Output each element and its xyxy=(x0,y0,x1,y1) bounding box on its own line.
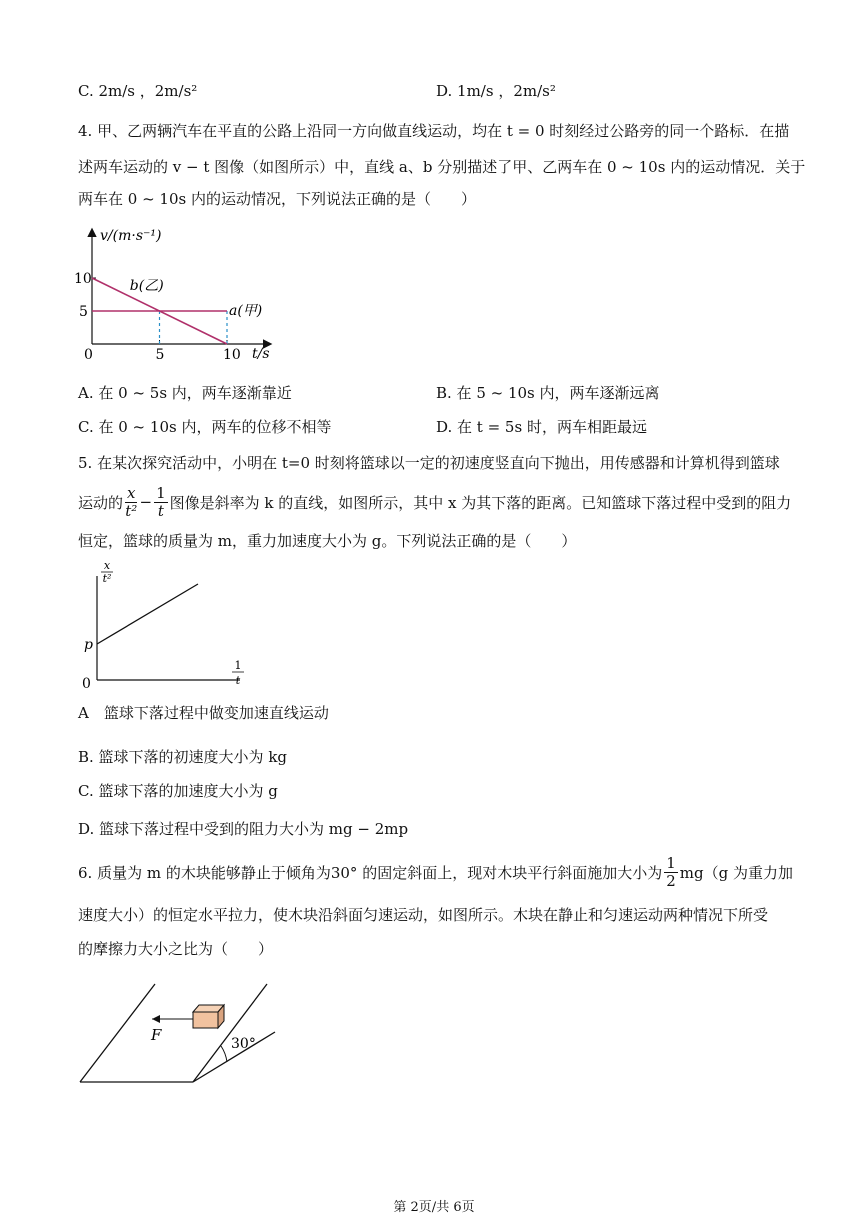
q5-frac-x-t2: $\frac{x}{\text{t²}}$ xyxy=(125,483,138,520)
q5-option-c: C. 篮球下落的加速度大小为 g xyxy=(78,782,278,800)
x-axis-label: t/s xyxy=(252,346,270,362)
q5-option-a: A 篮球下落过程中做变加速直线运动 xyxy=(78,704,329,722)
origin-label: 0 xyxy=(82,676,91,692)
y-axis-label: v/(m·s⁻¹) xyxy=(100,228,162,244)
q3-option-d: D. 1m/s ，2m/s² xyxy=(436,82,556,100)
x-tick-label: 5 xyxy=(155,347,165,362)
q5-stem-line3: 恒定，篮球的质量为 m，重力加速度大小为 g。下列说法正确的是（ ） xyxy=(78,532,577,550)
q6-incline-figure xyxy=(75,978,285,1090)
y-tick-label: 10 xyxy=(74,271,92,287)
angle-label: 30° xyxy=(231,1036,256,1052)
q6-stem-line2: 速度大小）的恒定水平拉力，使木块沿斜面匀速运动，如图所示。木块在静止和匀速运动两种情况下所受 xyxy=(78,906,769,924)
x-tick-label: 0 xyxy=(84,347,93,362)
q5-line xyxy=(97,584,198,644)
q5-option-b: B. 篮球下落的初速度大小为 kg xyxy=(78,748,288,766)
y-label-num: x xyxy=(103,559,111,572)
q4-stem-line3: 两车在 0 ~ 10s 内的运动情况，下列说法正确的是（ ） xyxy=(78,190,476,208)
q5-stem-line1: 5. 在某次探究活动中，小明在 t=0 时刻将篮球以一定的初速度竖直向下抛出，用传感器和计算机得到篮球 xyxy=(78,454,780,472)
y-label-den: t² xyxy=(102,572,112,585)
incline-left-edge xyxy=(80,984,155,1082)
x-label-num: 1 xyxy=(234,659,242,672)
q5-minus: − xyxy=(139,493,153,511)
y-tick-label: 5 xyxy=(79,304,88,320)
q3-option-c: C. 2m/s ，2m/s² xyxy=(78,82,198,100)
q4-stem-line1: 4. 甲、乙两辆汽车在平直的公路上沿同一方向做直线运动，均在 t = 0 时刻经过公路旁的同一个路标．在描 xyxy=(78,122,790,140)
q6-stem-line1 xyxy=(78,852,793,892)
block-front xyxy=(193,1012,218,1028)
q4-vt-graph xyxy=(70,222,280,362)
series-a-label: a(甲) xyxy=(229,303,263,319)
x-label-den: t xyxy=(235,674,241,687)
angle-arc xyxy=(221,1046,227,1062)
q6-frac-half: $\frac{1}{2}$ xyxy=(666,853,676,890)
q5-option-d: D. 篮球下落过程中受到的阻力大小为 mg − 2mp xyxy=(78,820,409,838)
force-arrow-head xyxy=(152,1015,160,1023)
q4-option-a: A. 在 0 ~ 5s 内，两车逐渐靠近 xyxy=(78,384,292,402)
series-b-label: b(乙) xyxy=(129,277,164,294)
q4-option-b: B. 在 5 ~ 10s 内，两车逐渐远离 xyxy=(436,384,660,402)
incline-right-edge xyxy=(193,984,267,1082)
page-footer: 第 2页/共 6页 xyxy=(393,1200,475,1215)
intercept-label: p xyxy=(84,637,93,653)
q5-line2-pre: 运动的 xyxy=(78,493,124,512)
q6-stem-line3: 的摩擦力大小之比为（ ） xyxy=(78,940,274,958)
q5-stem-line2 xyxy=(78,480,791,524)
x-tick-label: 10 xyxy=(223,347,241,362)
q6-line1-pre: 6. 质量为 m 的木块能够静止于倾角为30° 的固定斜面上，现对木块平行斜面施加大小为 xyxy=(78,863,663,882)
q5-line2-post: 图像是斜率为 k 的直线，如图所示，其中 x 为其下落的距离。已知篮球下落过程中受到的阻力 xyxy=(169,493,792,512)
q4-option-d: D. 在 t = 5s 时，两车相距最远 xyxy=(436,418,647,436)
force-label: F xyxy=(151,1026,162,1044)
q4-option-c: C. 在 0 ~ 10s 内，两车的位移不相等 xyxy=(78,418,332,436)
q5-frac-1-t: $\frac{1}{t}$ xyxy=(156,483,166,520)
q6-line1-post: mg（g 为重力加 xyxy=(679,863,793,882)
q4-stem-line2: 述两车运动的 v − t 图像（如图所示）中，直线 a、b 分别描述了甲、乙两车在 0 ~ 10s 内的运动情况．关于 xyxy=(78,158,806,176)
q5-graph xyxy=(70,556,260,696)
